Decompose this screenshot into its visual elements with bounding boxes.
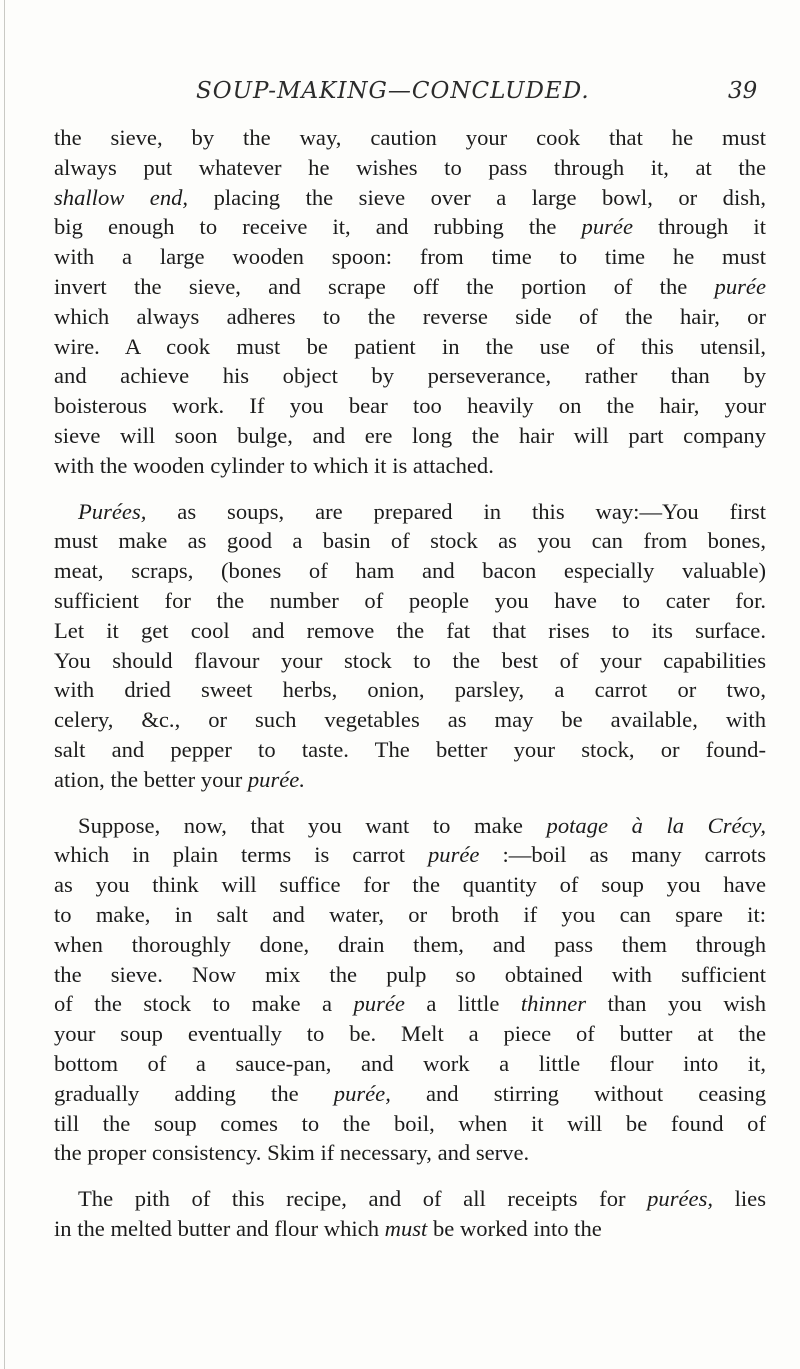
text-line (54, 1138, 766, 1168)
text-line (54, 840, 766, 870)
paragraph-gap (54, 1168, 766, 1184)
italic-phrase: purée, (333, 1080, 391, 1106)
text-run: salt and pepper to taste. The better your stock, or found- (54, 736, 766, 762)
italic-phrase: shallow end, (54, 184, 189, 210)
text-run: through it (632, 214, 766, 240)
text-run: in the melted butter and flour which (54, 1215, 385, 1241)
text-run: the proper consistency. Skim if necessary, and serve. (54, 1140, 530, 1166)
text-line (54, 616, 766, 646)
text-line (54, 497, 766, 527)
text-line (54, 960, 766, 990)
text-line (54, 870, 766, 900)
text-run: sufficient for the number of people you have to cater for. (54, 587, 766, 613)
text-run: of the stock to make a (54, 991, 354, 1017)
text-run: ation, the better your (54, 766, 248, 792)
text-run: sieve will soon bulge, and ere long the hair will part company (54, 422, 766, 448)
text-line (54, 930, 766, 960)
text-run: Suppose, now, that you want to make (78, 812, 547, 838)
text-line (54, 451, 766, 481)
text-run: Let it get cool and remove the fat that rises to its surface. (54, 617, 766, 643)
italic-phrase: purée. (247, 766, 305, 792)
text-line (54, 421, 766, 451)
text-line (54, 989, 766, 1019)
italic-phrase: purée (353, 991, 405, 1017)
italic-phrase: purée (427, 842, 480, 868)
paragraph-gap (54, 795, 766, 811)
text-run: as soups, are prepared in this way:—You first (146, 498, 766, 524)
text-line (54, 1079, 766, 1109)
text-line (54, 1184, 766, 1214)
paragraph (54, 497, 766, 795)
running-head: SOUP-MAKING—CONCLUDED. (196, 78, 590, 104)
text-run: always put whatever he wishes to pass through it, at the (54, 154, 766, 180)
page-number: 39 (728, 78, 758, 104)
text-run: as you think will suffice for the quantity of soup you have (54, 872, 766, 898)
text-run: invert the sieve, and scrape off the portion of the (54, 273, 715, 299)
text-run: celery, &c., or such vegetables as may be available, with (54, 707, 766, 733)
text-line (54, 811, 766, 841)
text-run: till the soup comes to the boil, when it will be found of (54, 1110, 766, 1136)
text-line (54, 1049, 766, 1079)
paragraph (54, 811, 766, 1169)
italic-phrase: thinner (520, 991, 587, 1017)
text-line (54, 900, 766, 930)
text-run: to make, in salt and water, or broth if you can spare it: (54, 901, 766, 927)
text-run: be worked into the (427, 1215, 602, 1241)
text-run: bottom of a sauce-pan, and work a little flour into it, (54, 1050, 766, 1076)
italic-phrase: purées, (647, 1186, 714, 1212)
text-run: a little (404, 991, 521, 1017)
text-line (54, 183, 766, 213)
text-run: with the wooden cylinder to which it is attached. (54, 452, 494, 478)
body-text (54, 123, 766, 1244)
text-run: The pith of this recipe, and of all receipts for (78, 1186, 648, 1212)
text-run: :—boil as many carrots (479, 842, 766, 868)
text-run: your soup eventually to be. Melt a piece of butter at the (54, 1021, 766, 1047)
text-line (54, 361, 766, 391)
page-edge (4, 0, 5, 1369)
text-line (54, 332, 766, 362)
paragraph (54, 1184, 766, 1244)
text-line (54, 153, 766, 183)
text-run: with a large wooden spoon: from time to time he must (54, 244, 766, 270)
text-run: which always adheres to the reverse side of the hair, or (54, 303, 766, 329)
text-run: You should flavour your stock to the best of your capabilities (54, 647, 766, 673)
paragraph-gap (54, 481, 766, 497)
italic-phrase: potage à la Crécy, (546, 812, 766, 838)
text-run: and achieve his object by perseverance, rather than by (54, 363, 766, 389)
text-run: which in plain terms is carrot (54, 842, 428, 868)
italic-phrase: purée (714, 273, 766, 299)
text-line (54, 705, 766, 735)
text-run: big enough to receive it, and rubbing the (54, 214, 582, 240)
text-run: lies (713, 1186, 766, 1212)
text-run: meat, scraps, (bones of ham and bacon especially valuable) (54, 558, 766, 584)
text-run: boisterous work. If you bear too heavily on the hair, your (54, 393, 766, 419)
text-run: when thoroughly done, drain them, and pass them through (54, 931, 766, 957)
text-line (54, 675, 766, 705)
text-run: wire. A cook must be patient in the use of this utensil, (54, 333, 766, 359)
text-line (54, 302, 766, 332)
italic-phrase: purée (581, 214, 633, 240)
text-line (54, 1019, 766, 1049)
text-run: with dried sweet herbs, onion, parsley, a carrot or two, (54, 677, 766, 703)
text-line (54, 586, 766, 616)
italic-phrase: must (384, 1215, 428, 1241)
text-run: must make as good a basin of stock as you can from bones, (54, 528, 766, 554)
text-line (54, 272, 766, 302)
text-line (54, 735, 766, 765)
italic-phrase: Purées, (78, 498, 147, 524)
text-line (54, 1109, 766, 1139)
text-run: the sieve. Now mix the pulp so obtained with sufficient (54, 961, 766, 987)
paragraph (54, 123, 766, 481)
text-run: placing the sieve over a large bowl, or dish, (188, 184, 766, 210)
text-run: the sieve, by the way, caution your cook that he must (54, 125, 766, 150)
text-line (54, 556, 766, 586)
text-line (54, 646, 766, 676)
text-line (54, 765, 766, 795)
text-line (54, 391, 766, 421)
text-line (54, 123, 766, 153)
text-line (54, 1214, 766, 1244)
text-line (54, 526, 766, 556)
text-run: and stirring without ceasing (390, 1080, 766, 1106)
text-line (54, 242, 766, 272)
text-run: gradually adding the (54, 1080, 334, 1106)
text-run: than you wish (586, 991, 767, 1017)
text-line (54, 212, 766, 242)
